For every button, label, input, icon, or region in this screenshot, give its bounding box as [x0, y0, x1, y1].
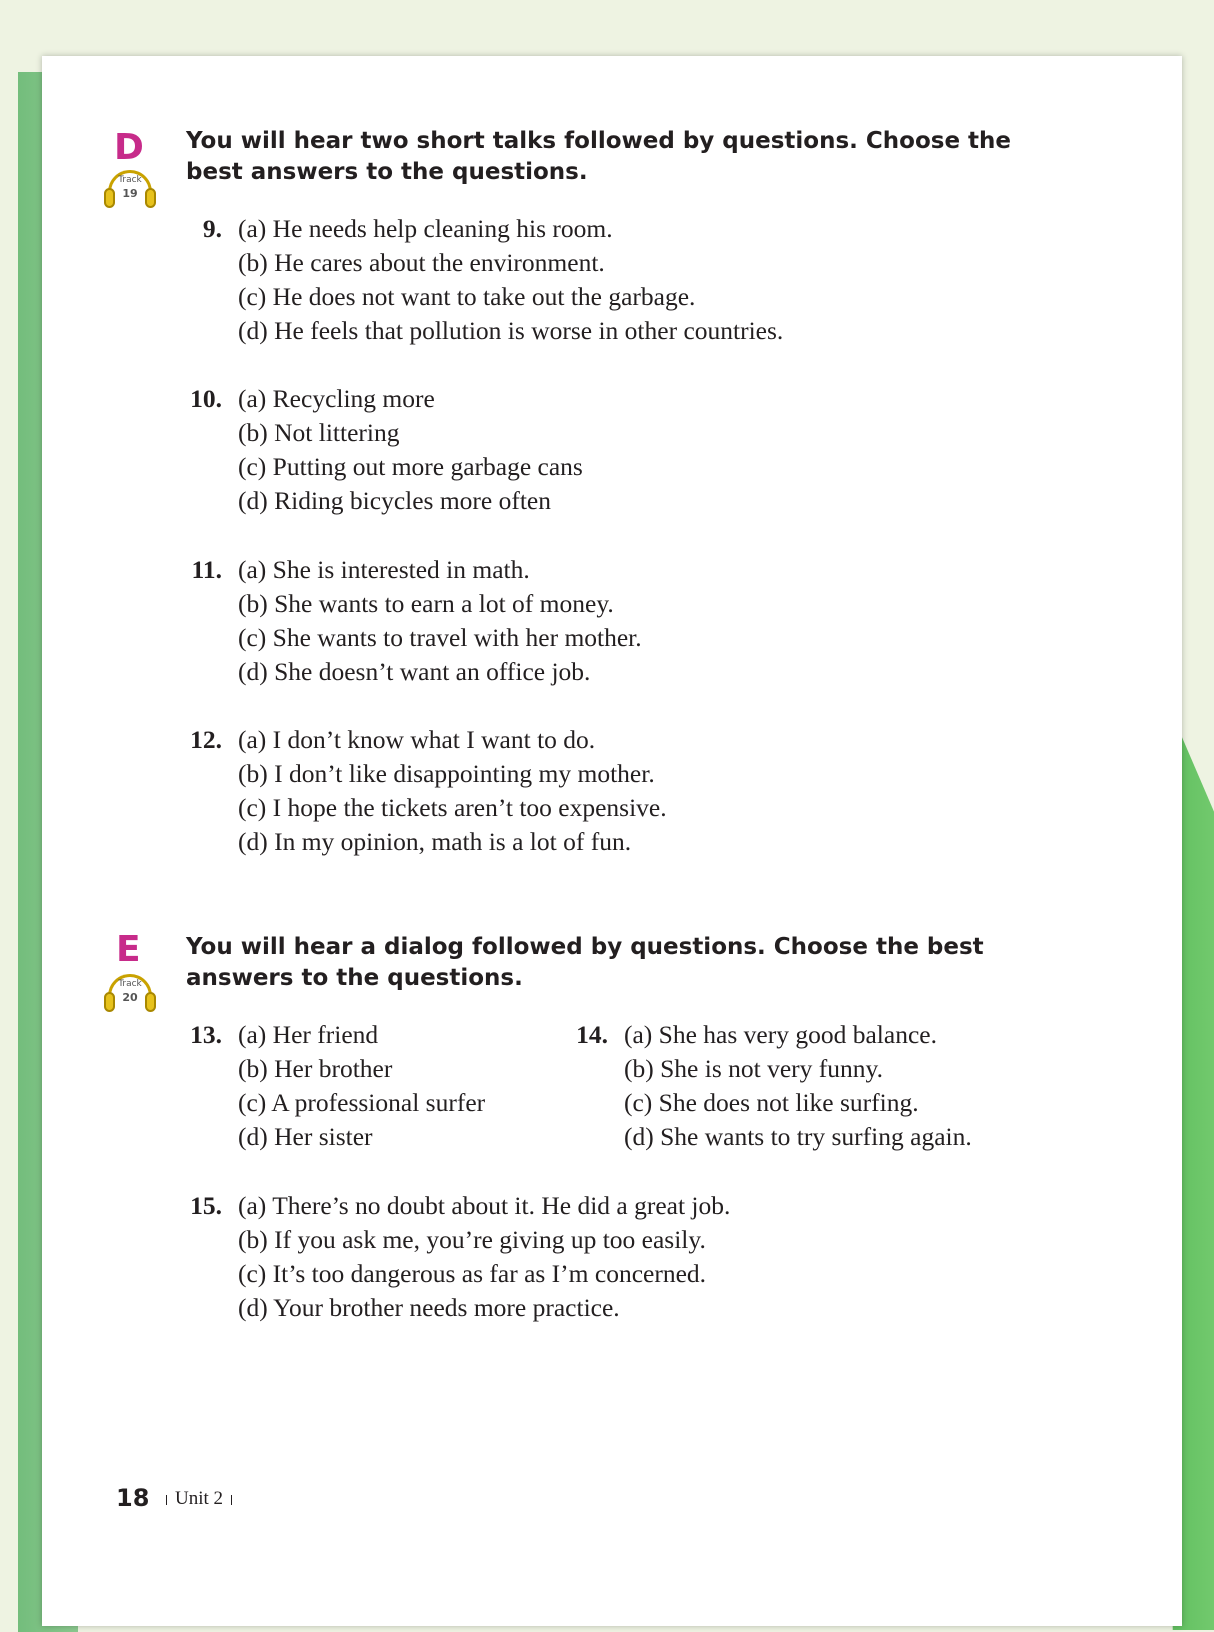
option-a: (a) She has very good balance. — [624, 1020, 937, 1049]
track-label: Track — [118, 979, 142, 989]
option-a: (a) Her friend — [238, 1020, 379, 1049]
option-a: (a) I don’t know what I want to do. — [238, 725, 596, 754]
question-number: 13. — [190, 1020, 222, 1049]
option-a: (a) Recycling more — [238, 384, 435, 413]
headphones-icon — [104, 974, 156, 1014]
track-number: 19 — [122, 187, 138, 200]
unit-text: Unit 2 — [175, 1488, 224, 1509]
worksheet-page — [42, 56, 1182, 1626]
question-number: 9. — [202, 214, 222, 243]
option-d: (d) In my opinion, math is a lot of fun. — [238, 827, 632, 856]
section-e-instruction: You will hear a dialog followed by questions. Choose the best answers to the questions. — [186, 934, 984, 991]
option-d: (d) She doesn’t want an office job. — [238, 657, 591, 686]
headphones-icon — [104, 170, 156, 210]
option-d: (d) Riding bicycles more often — [238, 486, 551, 515]
option-c: (c) She does not like surfing. — [624, 1088, 919, 1117]
unit-label — [158, 1488, 240, 1510]
track-number: 20 — [122, 991, 138, 1004]
option-b: (b) Not littering — [238, 418, 400, 447]
page-number: 18 — [116, 1484, 150, 1512]
question-number: 11. — [191, 555, 222, 584]
option-c: (c) I hope the tickets aren’t too expensive. — [238, 793, 667, 822]
option-b: (b) She wants to earn a lot of money. — [238, 589, 614, 618]
option-a: (a) There’s no doubt about it. He did a great job. — [238, 1191, 731, 1220]
option-c: (c) Putting out more garbage cans — [238, 452, 583, 481]
section-letter-d: D — [114, 127, 144, 168]
question-number: 12. — [190, 725, 222, 754]
option-b: (b) If you ask me, you’re giving up too easily. — [238, 1225, 706, 1254]
option-b: (b) Her brother — [238, 1054, 393, 1083]
option-a: (a) She is interested in math. — [238, 555, 530, 584]
option-d: (d) He feels that pollution is worse in other countries. — [238, 316, 784, 345]
option-c: (c) A professional surfer — [238, 1088, 486, 1117]
track-label: Track — [118, 175, 142, 185]
option-b: (b) He cares about the environment. — [238, 248, 605, 277]
question-number: 10. — [190, 384, 222, 413]
option-c: (c) It’s too dangerous as far as I’m concerned. — [238, 1259, 707, 1288]
option-c: (c) She wants to travel with her mother. — [238, 623, 642, 652]
section-d-instruction: You will hear two short talks followed by questions. Choose the best answers to the questions. — [186, 128, 1012, 185]
option-c: (c) He does not want to take out the garbage. — [238, 282, 696, 311]
option-d: (d) Your brother needs more practice. — [238, 1293, 620, 1322]
question-number: 14. — [576, 1020, 608, 1049]
option-b: (b) She is not very funny. — [624, 1054, 883, 1083]
question-number: 15. — [190, 1191, 222, 1220]
option-a: (a) He needs help cleaning his room. — [238, 214, 613, 243]
option-b: (b) I don’t like disappointing my mother. — [238, 759, 655, 788]
option-d: (d) Her sister — [238, 1122, 373, 1151]
section-letter-e: E — [116, 929, 141, 970]
option-d: (d) She wants to try surfing again. — [624, 1122, 972, 1151]
